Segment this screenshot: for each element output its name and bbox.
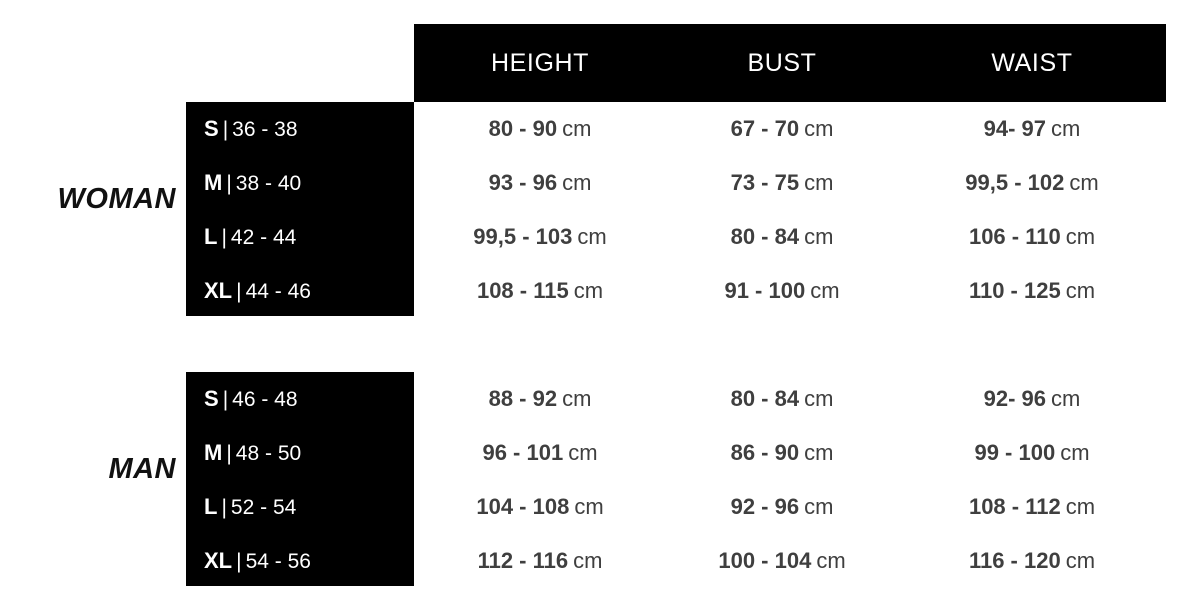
measure-unit: cm (1065, 278, 1096, 303)
size-separator: | (226, 442, 232, 465)
table-row (186, 372, 1186, 425)
measure-value: 92 - 96 (730, 494, 800, 519)
measure-bust (666, 156, 898, 209)
size-cell (186, 534, 414, 587)
measure-unit: cm (562, 386, 592, 411)
measure-value: 86 - 90 (730, 440, 800, 465)
table-row (186, 156, 1186, 209)
size-separator: | (236, 550, 242, 573)
size-eu: 54 - 56 (245, 550, 311, 573)
measure-value: 67 - 70 (730, 116, 800, 141)
measure-value: 99,5 - 102 (965, 170, 1065, 195)
size-eu: 46 - 48 (232, 388, 298, 411)
measure-unit: cm (1065, 494, 1096, 519)
measure-value: 112 - 116 (477, 548, 569, 573)
measure-unit: cm (1065, 224, 1096, 249)
size-label: L (204, 224, 218, 249)
measure-height (414, 372, 666, 425)
size-cell (186, 480, 414, 533)
size-cell (186, 156, 414, 209)
measure-waist (898, 210, 1166, 263)
measure-height (414, 156, 666, 209)
size-separator: | (226, 172, 232, 195)
size-cell (186, 426, 414, 479)
size-label: S (204, 386, 219, 411)
measure-height (414, 534, 666, 587)
table-row (186, 480, 1186, 533)
measure-unit: cm (577, 224, 607, 249)
table-row (186, 426, 1186, 479)
size-cell (186, 264, 414, 317)
measure-waist (898, 534, 1166, 587)
group-label-woman: WOMAN (57, 183, 176, 215)
size-separator: | (221, 226, 227, 249)
measure-bust (666, 426, 898, 479)
column-header-height: HEIGHT (490, 49, 590, 77)
measure-value: 94- 97 (983, 116, 1047, 141)
size-label: S (204, 116, 219, 141)
measure-value: 116 - 120 (968, 548, 1061, 573)
size-eu: 44 - 46 (245, 280, 311, 303)
measure-waist (898, 372, 1166, 425)
measure-bust (666, 102, 898, 155)
measure-unit: cm (1060, 440, 1090, 465)
size-label: L (204, 494, 218, 519)
measure-value: 96 - 101 (482, 440, 564, 465)
size-label: M (204, 170, 223, 195)
measure-height (414, 102, 666, 155)
measure-waist (898, 264, 1166, 317)
size-eu: 38 - 40 (235, 172, 302, 195)
table-row (186, 102, 1186, 155)
measure-value: 99 - 100 (974, 440, 1056, 465)
measure-value: 91 - 100 (724, 278, 806, 303)
table-row (186, 210, 1186, 263)
measure-unit: cm (804, 116, 834, 141)
measure-bust (666, 480, 898, 533)
measure-bust (666, 264, 898, 317)
measure-value: 110 - 125 (968, 278, 1061, 303)
measure-value: 108 - 112 (968, 494, 1061, 519)
size-cell (186, 372, 414, 425)
measure-unit: cm (810, 278, 840, 303)
size-cell (186, 210, 414, 263)
measure-unit: cm (804, 494, 834, 519)
measure-height (414, 264, 666, 317)
measure-value: 99,5 - 103 (473, 224, 573, 249)
measure-value: 104 - 108 (476, 494, 570, 519)
measure-unit: cm (573, 548, 603, 573)
measure-value: 88 - 92 (488, 386, 558, 411)
measure-unit: cm (574, 494, 604, 519)
size-label: M (204, 440, 223, 465)
measure-unit: cm (804, 440, 834, 465)
size-separator: | (222, 388, 229, 411)
size-separator: | (221, 496, 227, 519)
measure-bust (666, 372, 898, 425)
size-eu: 36 - 38 (232, 118, 298, 141)
measure-unit: cm (804, 170, 834, 195)
measure-value: 80 - 84 (730, 386, 800, 411)
measure-unit: cm (573, 278, 604, 303)
size-separator: | (222, 118, 229, 141)
size-label: XL (204, 548, 233, 573)
measure-waist (898, 102, 1166, 155)
measure-unit: cm (562, 116, 592, 141)
size-label: XL (204, 278, 233, 303)
measure-waist (898, 156, 1166, 209)
measure-height (414, 426, 666, 479)
measure-waist (898, 480, 1166, 533)
size-eu: 48 - 50 (235, 442, 302, 465)
measure-value: 100 - 104 (718, 548, 812, 573)
measure-height (414, 210, 666, 263)
measure-bust (666, 210, 898, 263)
measure-waist (898, 426, 1166, 479)
table-row (186, 534, 1186, 587)
column-header-bust: BUST (747, 49, 817, 77)
measure-unit: cm (1051, 386, 1081, 411)
size-eu: 42 - 44 (230, 226, 297, 249)
measure-unit: cm (816, 548, 846, 573)
measure-unit: cm (562, 170, 592, 195)
measure-value: 108 - 115 (476, 278, 569, 303)
measure-value: 80 - 84 (730, 224, 800, 249)
measure-unit: cm (1051, 116, 1081, 141)
measure-value: 92- 96 (983, 386, 1047, 411)
measure-value: 73 - 75 (730, 170, 800, 195)
measure-unit: cm (1065, 548, 1096, 573)
column-header-waist: WAIST (991, 49, 1073, 77)
measure-bust (666, 534, 898, 587)
size-eu: 52 - 54 (230, 496, 297, 519)
measure-height (414, 480, 666, 533)
size-cell (186, 102, 414, 155)
group-label-man: MAN (108, 453, 176, 485)
table-row (186, 264, 1186, 317)
measure-value: 106 - 110 (968, 224, 1061, 249)
measure-unit: cm (1069, 170, 1099, 195)
measure-value: 93 - 96 (488, 170, 558, 195)
measure-unit: cm (804, 386, 834, 411)
size-separator: | (236, 280, 242, 303)
measure-unit: cm (568, 440, 598, 465)
measure-unit: cm (804, 224, 834, 249)
measure-value: 80 - 90 (488, 116, 558, 141)
